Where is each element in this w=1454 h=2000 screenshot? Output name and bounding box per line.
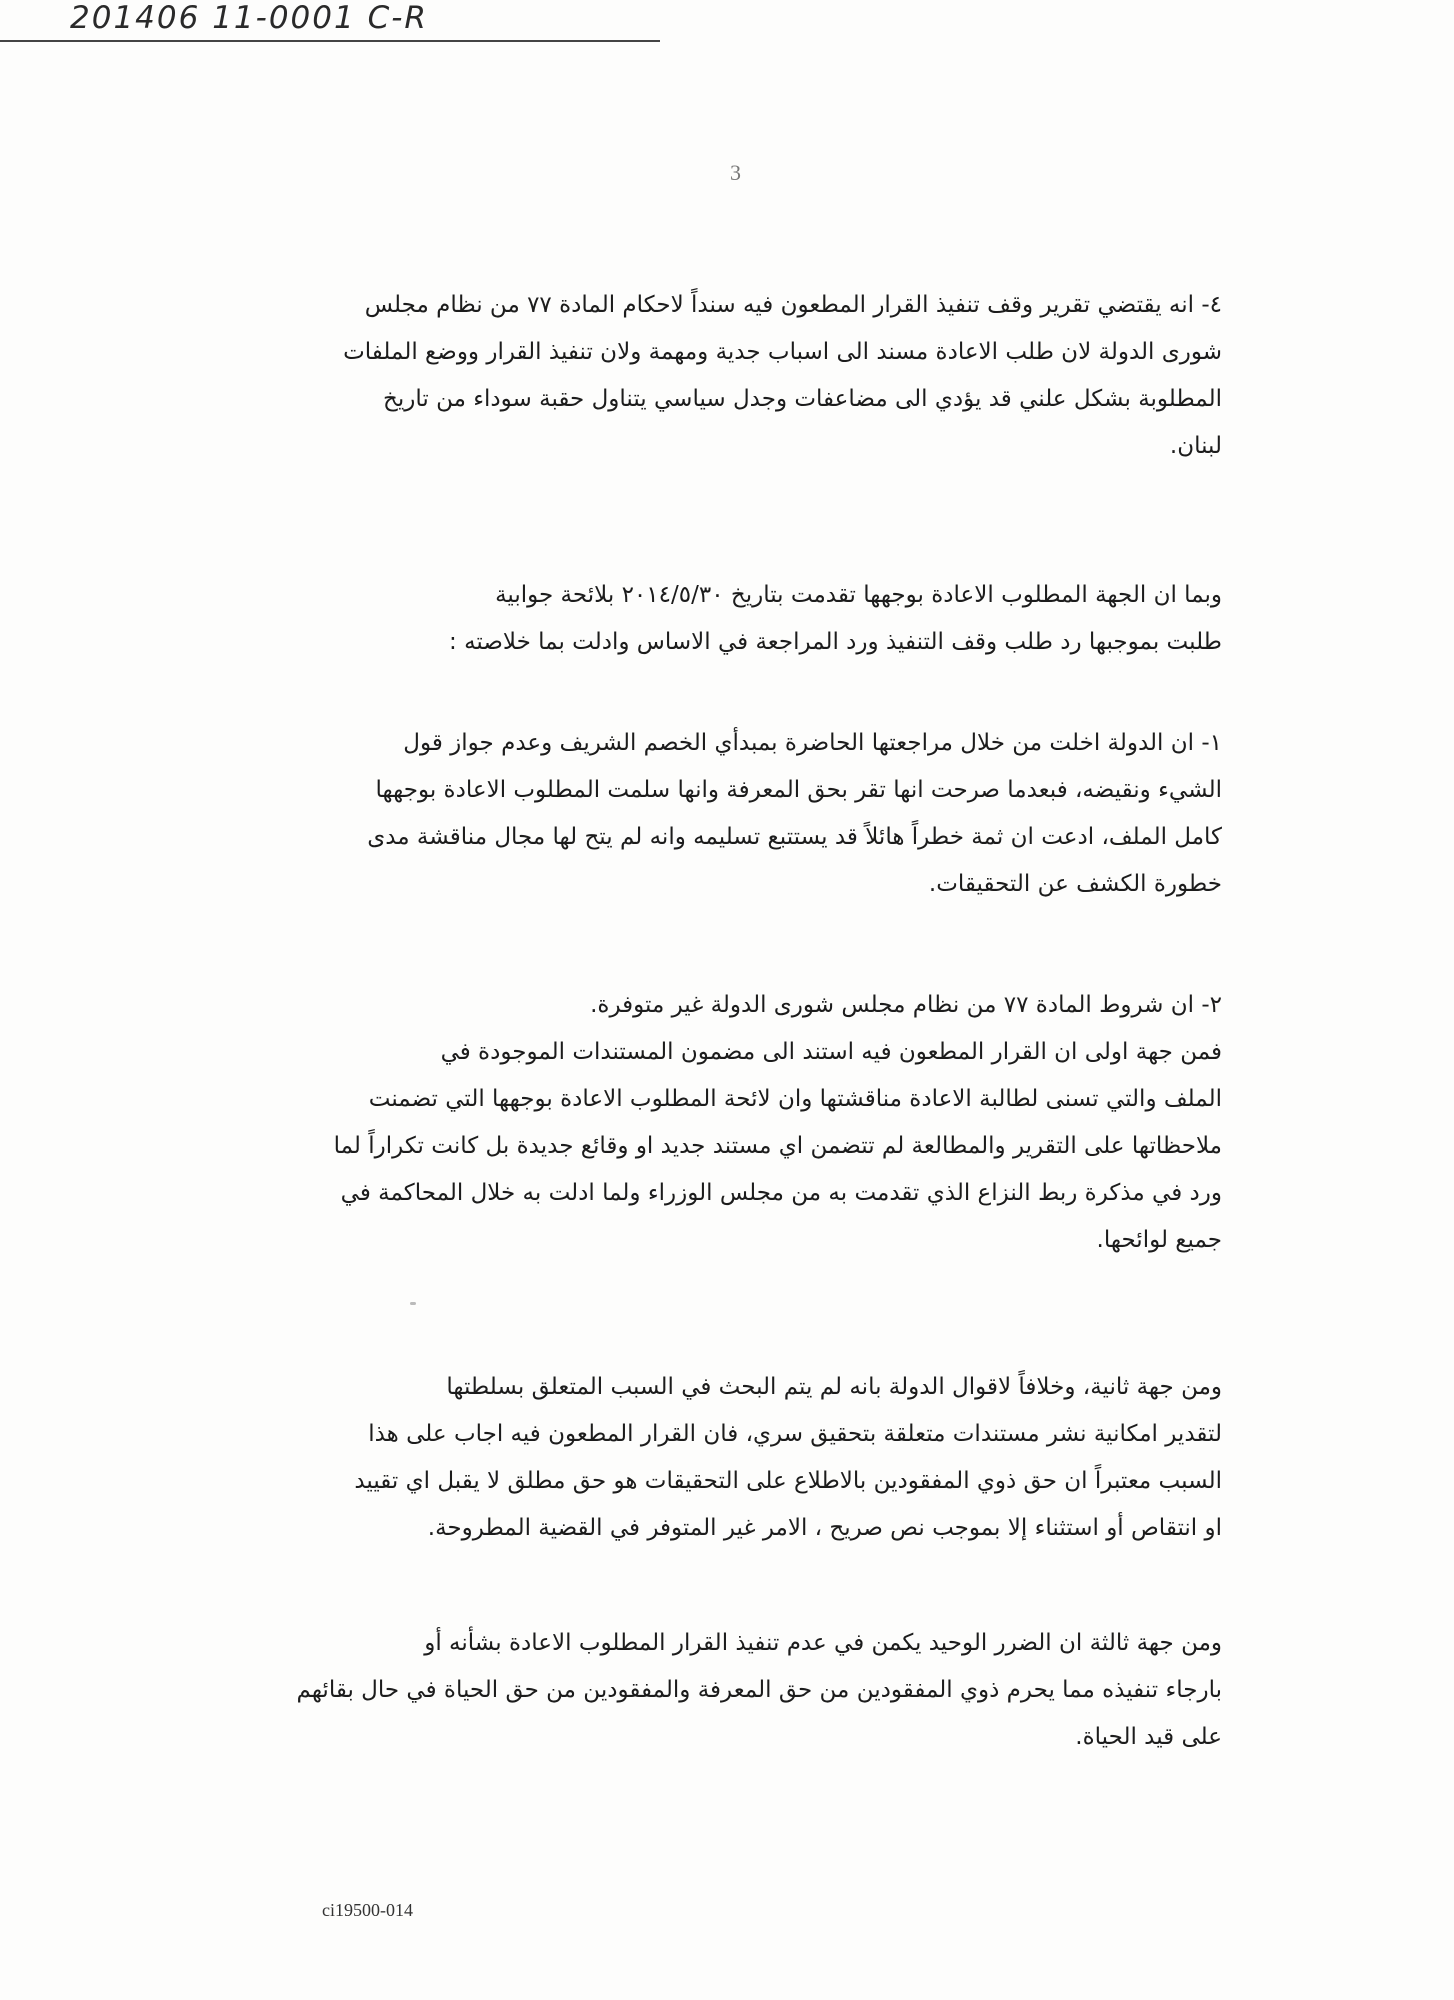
paragraph-4-text: ٢- ان شروط المادة ٧٧ من نظام مجلس شورى الدولة غير متوفرة. فمن جهة اولى ان القرار المطعون فيه استند الى مضمون المستندات الموجودة في الملف والتي تسنى لطالبة الاعادة مناقشتها وان لائحة المطلوب الاعادة بوجهها التي تضمنت ملاحظاتها على التقرير والمطالعة لم تتضمن اي مستند جديد او وقائع جديدة بل كانت تكراراً لما ورد في مذكرة ربط النزاع الذي تقدمت به من مجلس الوزراء ولما ادلت به خلال المحاكمة في جميع لوائحها. [333,992,1222,1253]
page-number: 3 [730,160,741,185]
paragraph-2-text: وبما ان الجهة المطلوب الاعادة بوجهها تقدمت بتاريخ ٢٠١٤/٥/٣٠ بلائحة جوابية طلبت بموجبها رد طلب وقف التنفيذ ورد المراجعة في الاساس وادلت بما خلاصته : [449,582,1222,655]
paragraph-6-text: ومن جهة ثالثة ان الضرر الوحيد يكمن في عدم تنفيذ القرار المطلوب الاعادة بشأنه أو بارجاء تنفيذه مما يحرم ذوي المفقودين من حق المعرفة والمفقودين من حق الحياة في حال بقائهم على قيد الحياة. [296,1630,1222,1750]
scan-speck [410,1302,416,1305]
paragraph-3 [272,720,1222,908]
header-rule [0,40,660,42]
paragraph-5-text: ومن جهة ثانية، وخلافاً لاقوال الدولة بانه لم يتم البحث في السبب المتعلق بسلطتها لتقدير امكانية نشر مستندات متعلقة بتحقيق سري، فان القرار المطعون فيه اجاب على هذا السبب معتبراً ان حق ذوي المفقودين بالاطلاع على التحقيقات هو حق مطلق لا يقبل اي تقييد او انتقاص أو استثناء إلا بموجب نص صريح ، الامر غير المتوفر في القضية المطروحة. [354,1374,1222,1541]
paragraph-5 [272,1364,1222,1552]
footer-document-code: ci19500-014 [322,1900,413,1920]
paragraph-1-text: ٤- انه يقتضي تقرير وقف تنفيذ القرار المطعون فيه سنداً لاحكام المادة ٧٧ من نظام مجلس شورى الدولة لان طلب الاعادة مسند الى اسباب جدية ومهمة ولان تنفيذ القرار ووضع الملفات المطلوبة بشكل علني قد يؤدي الى مضاعفات وجدل سياسي يتناول حقبة سوداء من تاريخ لبنان. [343,292,1222,459]
paragraph-4 [272,982,1222,1264]
paragraph-1 [272,282,1222,470]
handwritten-reference-number: 201406 11-0001 C-R [70,0,428,36]
paragraph-6 [272,1620,1222,1761]
paragraph-2 [272,572,1222,666]
paragraph-3-text: ١- ان الدولة اخلت من خلال مراجعتها الحاضرة بمبدأي الخصم الشريف وعدم جواز قول الشيء ونقيضه، فبعدما صرحت انها تقر بحق المعرفة وانها سلمت المطلوب الاعادة بوجهها كامل الملف، ادعت ان ثمة خطراً هائلاً قد يستتبع تسليمه وانه لم يتح لها مجال مناقشة مدى خطورة الكشف عن التحقيقات. [367,730,1222,897]
